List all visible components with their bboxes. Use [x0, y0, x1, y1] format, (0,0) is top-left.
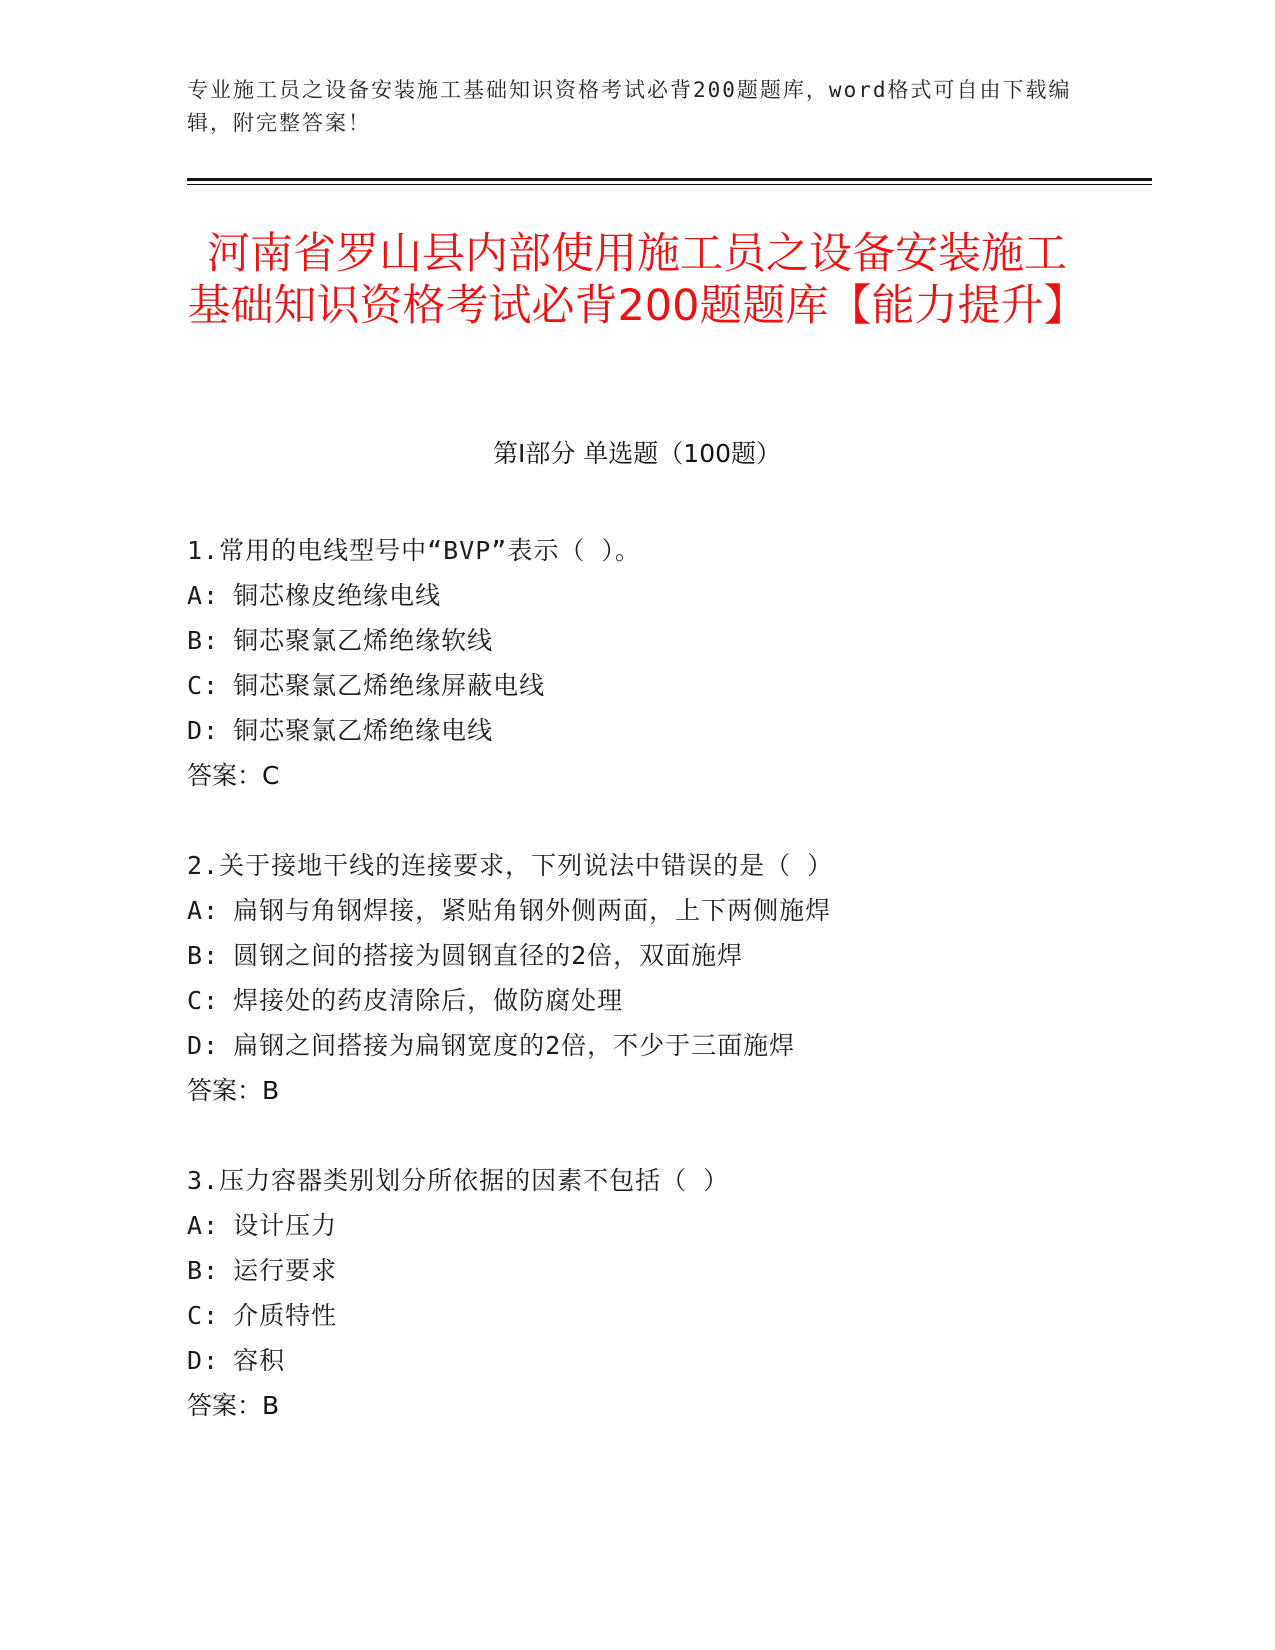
option-key: A: [187, 1211, 220, 1240]
option-c [187, 978, 1147, 1023]
option-text: 设计压力 [233, 1211, 338, 1240]
header-rule-thin [187, 184, 1152, 185]
option-text: 介质特性 [233, 1301, 338, 1330]
question-2 [187, 843, 1147, 1113]
option-a [187, 573, 1147, 618]
option-text: 扁钢与角钢焊接，紧贴角钢外侧两面，上下两侧施焊 [233, 896, 832, 925]
option-text: 铜芯橡皮绝缘电线 [233, 581, 442, 610]
answer: 答案：C [187, 761, 280, 790]
option-text: 容积 [233, 1346, 286, 1375]
option-c [187, 1293, 1147, 1338]
option-text: 圆钢之间的搭接为圆钢直径的2倍，双面施焊 [233, 941, 744, 970]
option-d [187, 1023, 1147, 1068]
option-c [187, 663, 1147, 708]
question-stem: 2.关于接地干线的连接要求，下列说法中错误的是（ ） [187, 851, 834, 880]
option-text: 铜芯聚氯乙烯绝缘屏蔽电线 [233, 671, 546, 700]
option-key: C: [187, 986, 220, 1015]
question-list [187, 528, 1147, 1473]
option-d [187, 1338, 1147, 1383]
question-stem: 3.压力容器类别划分所依据的因素不包括（ ） [187, 1166, 730, 1195]
question-1 [187, 528, 1147, 798]
document-title: 河南省罗山县内部使用施工员之设备安装施工基础知识资格考试必背200题题库【能力提升】 [187, 229, 1087, 331]
option-text: 铜芯聚氯乙烯绝缘电线 [233, 716, 494, 745]
option-key: D: [187, 716, 220, 745]
option-key: A: [187, 896, 220, 925]
option-text: 运行要求 [233, 1256, 338, 1285]
question-3 [187, 1158, 1147, 1428]
option-a [187, 888, 1147, 933]
option-key: D: [187, 1031, 220, 1060]
answer: 答案：B [187, 1391, 280, 1420]
option-key: C: [187, 1301, 220, 1330]
option-key: C: [187, 671, 220, 700]
option-text: 扁钢之间搭接为扁钢宽度的2倍，不少于三面施焊 [233, 1031, 796, 1060]
option-b [187, 1248, 1147, 1293]
option-text: 焊接处的药皮清除后，做防腐处理 [233, 986, 624, 1015]
part-heading: 第I部分 单选题（100题） [492, 439, 782, 468]
option-key: D: [187, 1346, 220, 1375]
header-note: 专业施工员之设备安装施工基础知识资格考试必背200题题库，word格式可自由下载编辑，附完整答案！ [187, 78, 1072, 135]
option-b [187, 618, 1147, 663]
option-key: A: [187, 581, 220, 610]
question-stem: 1.常用的电线型号中“BVP”表示（ ）。 [187, 536, 641, 565]
header-rule-thick [187, 178, 1152, 181]
option-a [187, 1203, 1147, 1248]
answer: 答案：B [187, 1076, 280, 1105]
option-text: 铜芯聚氯乙烯绝缘软线 [233, 626, 494, 655]
option-b [187, 933, 1147, 978]
option-key: B: [187, 626, 220, 655]
option-key: B: [187, 1256, 220, 1285]
option-key: B: [187, 941, 220, 970]
option-d [187, 708, 1147, 753]
